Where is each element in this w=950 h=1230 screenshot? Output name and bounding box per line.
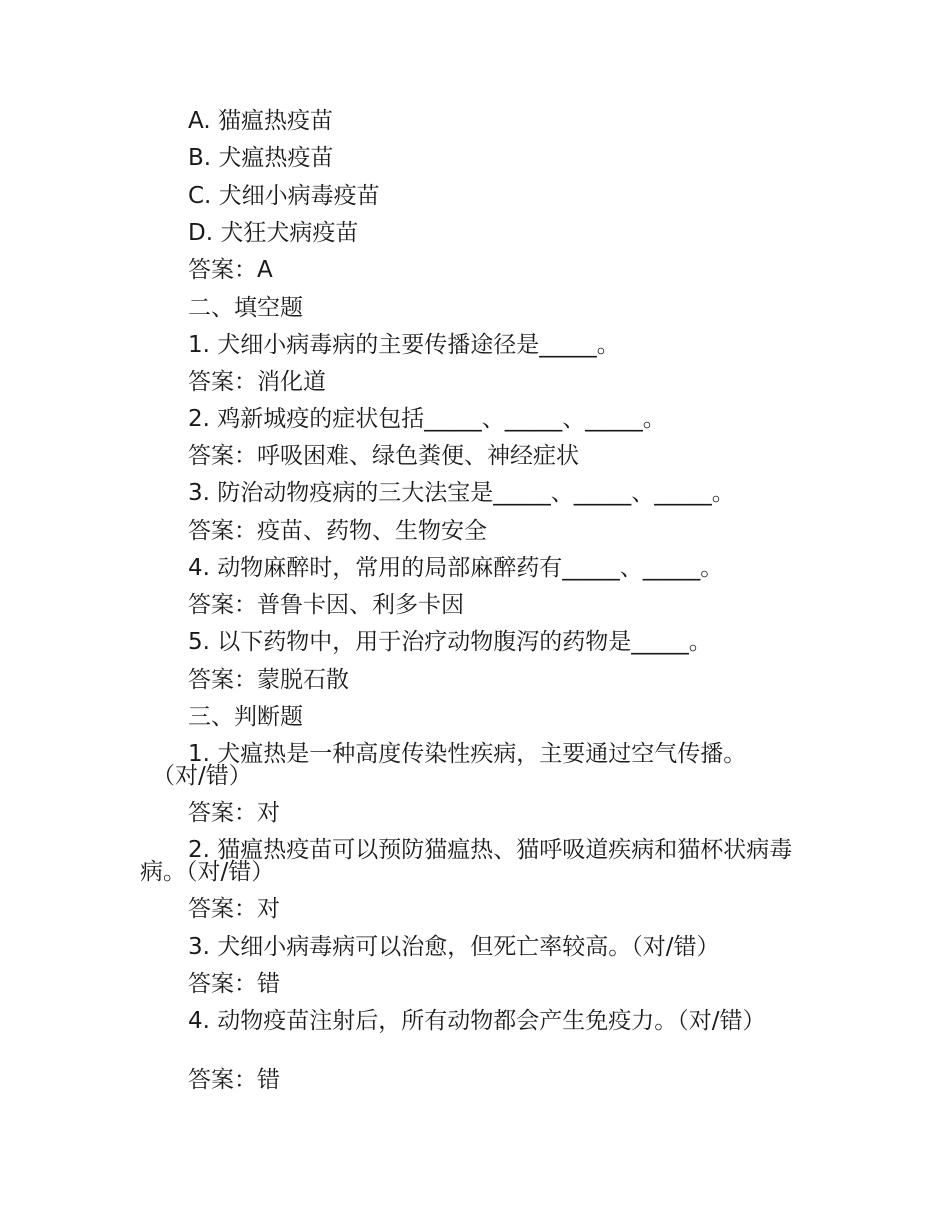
answer-line: 答案：A: [188, 257, 273, 283]
answer-line: 答案：错: [188, 1067, 280, 1093]
answer-line: 答案：对: [188, 896, 280, 922]
answer-line: 答案：普鲁卡因、利多卡因: [188, 592, 464, 618]
answer-line: 答案：呼吸困难、绿色粪便、神经症状: [188, 443, 579, 469]
section-heading-true-false: 三、判断题: [188, 704, 303, 730]
question-line: 2. 鸡新城疫的症状包括_____、_____、_____。: [188, 406, 666, 432]
question-line: 3. 防治动物疫病的三大法宝是_____、_____、_____。: [188, 480, 735, 506]
section-heading-fill-blank: 二、填空题: [188, 295, 303, 321]
answer-line: 答案：蒙脱石散: [188, 667, 349, 693]
question-line: 5. 以下药物中，用于治疗动物腹泻的药物是_____。: [188, 629, 712, 655]
answer-line: 答案：错: [188, 971, 280, 997]
question-line: 3. 犬细小病毒病可以治愈，但死亡率较高。（对/错）: [188, 934, 720, 960]
option-b: B. 犬瘟热疫苗: [188, 145, 334, 171]
option-d: D. 犬狂犬病疫苗: [188, 220, 359, 246]
option-a: A. 猫瘟热疫苗: [188, 108, 333, 134]
option-c: C. 犬细小病毒疫苗: [188, 183, 380, 209]
question-line: 1. 犬细小病毒病的主要传播途径是_____。: [188, 332, 620, 358]
question-line: 1. 犬瘟热是一种高度传染性疾病，主要通过空气传播。（对/错）: [152, 741, 747, 789]
answer-line: 答案：消化道: [188, 369, 326, 395]
answer-line: 答案：对: [188, 800, 280, 826]
question-line: 4. 动物麻醉时，常用的局部麻醉药有_____、_____。: [188, 555, 724, 581]
question-line: 4. 动物疫苗注射后，所有动物都会产生免疫力。（对/错）: [188, 1008, 766, 1034]
question-line: 2. 猫瘟热疫苗可以预防猫瘟热、猫呼吸道疾病和猫杯状病毒病。（对/错）: [140, 837, 793, 885]
answer-line: 答案：疫苗、药物、生物安全: [188, 518, 487, 544]
